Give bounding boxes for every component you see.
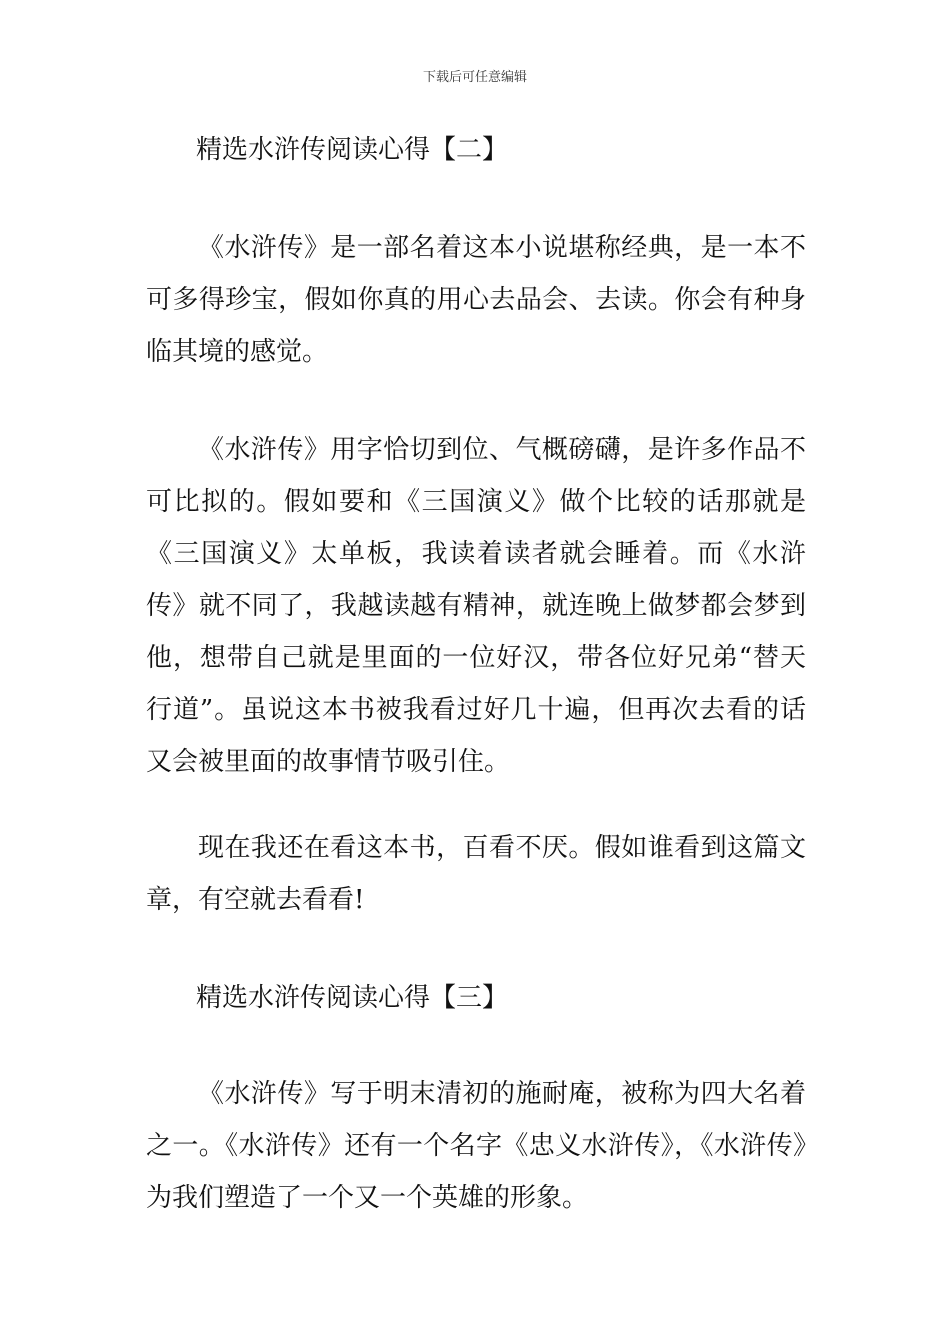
paragraph-1: 《水浒传》是一部名着这本小说堪称经典，是一本不可多得珍宝，假如你真的用心去品会、去读。你会有种身临其境的感觉。: [146, 233, 806, 367]
paragraph-2: 《水浒传》用字恰切到位、气概磅礴，是许多作品不可比拟的。假如要和《三国演义》做个比较的话那就是《三国演义》太单板，我读着读者就会睡着。而《水浒传》就不同了，我越读越有精神，就连晚上做梦都会梦到他，想带自己就是里面的一位好汉，带各位好兄弟“替天行道”。虽说这本书被我看过好几十遍，但再次去看的话又会被里面的故事情节吸引住。: [146, 435, 806, 777]
header-note: 下载后可任意编辑: [422, 70, 527, 85]
paragraph-3: 现在我还在看这本书，百看不厌。假如谁看到这篇文章，有空就去看看!: [146, 833, 806, 915]
section-heading-2: 精选水浒传阅读心得【二】: [196, 135, 509, 165]
section-heading-3: 精选水浒传阅读心得【三】: [196, 983, 509, 1013]
paragraph-4: 《水浒传》写于明末清初的施耐庵，被称为四大名着之一。《水浒传》还有一个名字《忠义水浒传》，《水浒传》为我们塑造了一个又一个英雄的形象。: [146, 1079, 806, 1213]
